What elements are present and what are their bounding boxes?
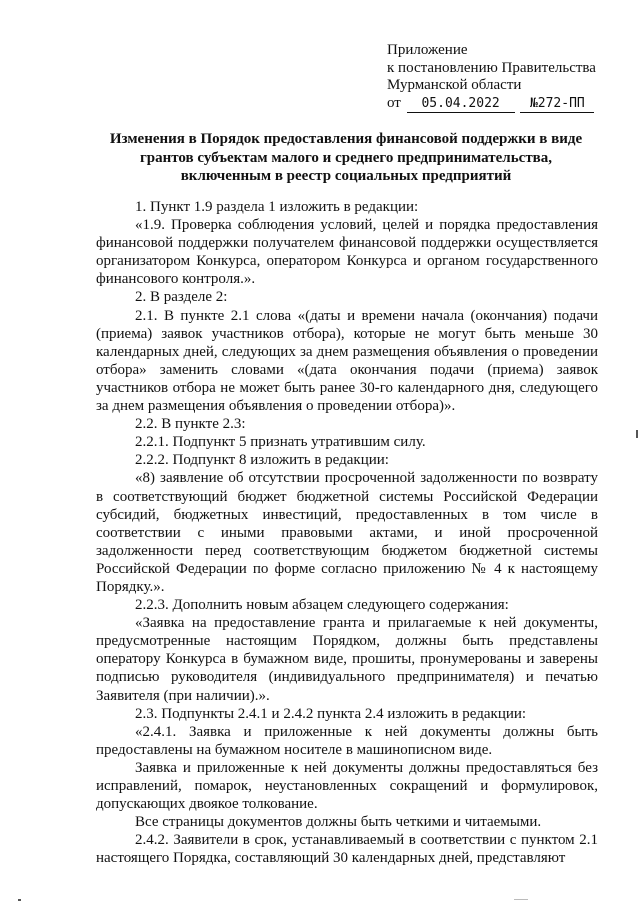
annex-line-3: Мурманской области	[387, 77, 522, 93]
document-title: Изменения в Порядок предоставления финансовой поддержки в виде грантов субъектам малого и среднего предпринимательства, включенным в реестр социальных предприятий	[109, 131, 583, 184]
paragraph: 2.2.1. Подпункт 5 признать утратившим силу.	[135, 434, 426, 451]
annex-number: №272-ПП	[520, 95, 594, 114]
annex-line-1: Приложение	[387, 42, 468, 58]
paragraph: «2.4.1. Заявка и приложенные к ней документы должны быть предоставлены на бумажном носителе в машинописном виде.	[96, 723, 598, 758]
annex-date: 05.04.2022	[407, 95, 515, 114]
paragraph: 1. Пункт 1.9 раздела 1 изложить в редакции:	[135, 199, 419, 215]
paragraph: «1.9. Проверка соблюдения условий, целей и порядка предоставления финансовой поддержки получателем финансовой поддержки осуществляется организатором Конкурса, оператором Конкурса и органом государственного финансового контроля.».	[96, 217, 598, 288]
scan-mark	[18, 899, 21, 901]
annex-line-2: к постановлению Правительства	[387, 59, 596, 76]
paragraph: 2.1. В пункте 2.1 слова «(даты и времени начала (окончания) подачи (приема) заявок участников отбора), которые не могут быть меньше 30 календарных дней, следующих за днем размещения объявления о проведении отбора» заменить словами «(дата окончания подачи (приема) заявок участников отбора не может быть ранее 30-го календарного дня, следующего за днем размещения объявления о проведении отбора)».	[96, 307, 598, 415]
paragraph: 2.2. В пункте 2.3:	[135, 416, 246, 433]
annex-prefix: от	[387, 94, 401, 111]
document-body	[96, 198, 598, 867]
paragraph: 2.2.2. Подпункт 8 изложить в редакции:	[135, 452, 389, 469]
paragraph: Заявка и приложенные к ней документы должны предоставляться без исправлений, помарок, неустановленных сокращений и формулировок, допускающих двоякое толкование.	[96, 759, 598, 813]
annex-date-line	[387, 95, 596, 114]
paragraph: «Заявка на предоставление гранта и прилагаемые к ней документы, предусмотренные настоящим Порядком, должны быть представлены оператору Конкурса в бумажном виде, прошиты, пронумерованы и заверены подписью руководителя (индивидуального предпринимателя) и печатью Заявителя (при наличии).».	[96, 615, 598, 704]
scan-mark	[636, 430, 638, 438]
paragraph: 2.3. Подпункты 2.4.1 и 2.4.2 пункта 2.4 изложить в редакции:	[135, 705, 527, 722]
annex-block	[387, 42, 596, 113]
scan-mark	[514, 899, 528, 900]
paragraph: 2. В разделе 2:	[135, 289, 228, 306]
paragraph: 2.4.2. Заявители в срок, устанавливаемый в соответствии с пунктом 2.1 настоящего Порядка, составляющий 30 календарных дней, представляют	[96, 832, 598, 867]
paragraph: Все страницы документов должны быть четкими и читаемыми.	[135, 814, 542, 831]
paragraph: «8) заявление об отсутствии просроченной задолженности по возврату в соответствующий бюджет бюджетной системы Российской Федерации субсидий, бюджетных инвестиций, предоставленных в том числе в соответствии с иными правовыми актами, и иной просроченной задолженности перед соответствующим бюджетом бюджетной системы Российской Федерации по форме согласно приложению № 4 к настоящему Порядку.».	[96, 470, 598, 595]
paragraph: 2.2.3. Дополнить новым абзацем следующего содержания:	[135, 597, 509, 614]
